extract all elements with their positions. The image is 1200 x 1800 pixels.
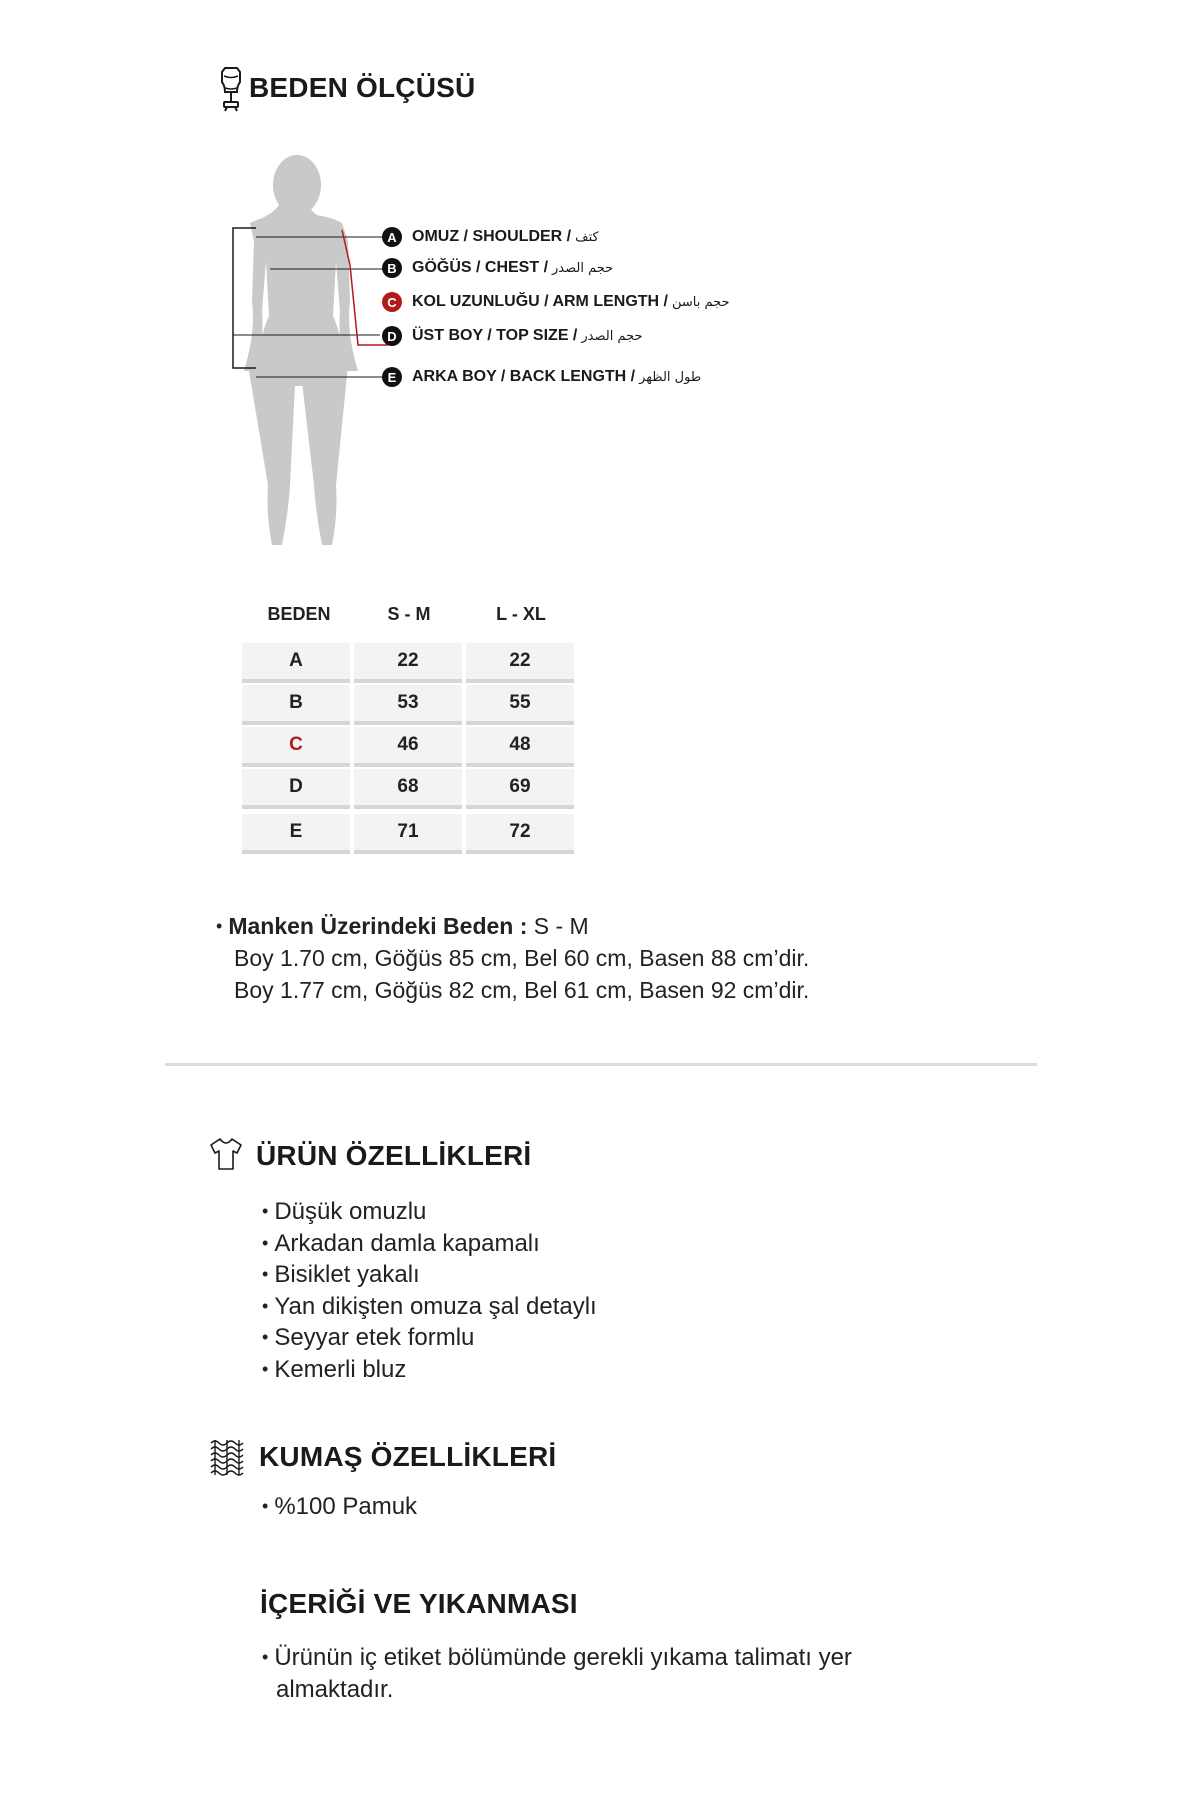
legend-arabic-c: حجم باسن xyxy=(671,294,730,310)
list-item: • Bisiklet yakalı xyxy=(262,1260,597,1292)
table-cell: 71 xyxy=(354,814,462,854)
table-row xyxy=(242,769,574,809)
legend-row-c xyxy=(382,291,730,313)
product-features-title: ÜRÜN ÖZELLİKLERİ xyxy=(256,1140,532,1171)
section-divider xyxy=(165,1063,1037,1066)
table-header-l-xl: L - XL xyxy=(496,604,546,624)
table-cell: 46 xyxy=(354,727,462,767)
table-cell: 55 xyxy=(466,685,574,725)
legend-arabic-b: حجم الصدر xyxy=(552,260,614,276)
table-row-label: E xyxy=(242,814,350,854)
table-row-label: B xyxy=(242,685,350,725)
legend-row-e xyxy=(382,366,701,388)
legend-label-a: OMUZ / SHOULDER / xyxy=(412,228,572,245)
legend-badge-c: C xyxy=(382,292,402,312)
list-item: • Yan dikişten omuza şal detaylı xyxy=(262,1292,597,1324)
model-info-label: Manken Üzerindeki Beden : xyxy=(228,913,528,939)
table-cell: 22 xyxy=(466,643,574,683)
table-row-label: D xyxy=(242,769,350,809)
list-item: • Ürünün iç etiket bölümünde gerekli yıkama talimatı yer xyxy=(262,1643,852,1675)
table-row-label: A xyxy=(242,643,350,683)
care-list xyxy=(262,1643,852,1706)
table-cell: 69 xyxy=(466,769,574,809)
legend-badge-e: E xyxy=(382,367,402,387)
tshirt-icon xyxy=(208,1136,244,1172)
care-title: İÇERİĞİ VE YIKANMASI xyxy=(260,1588,578,1619)
legend-arabic-a: كتف xyxy=(575,229,599,245)
list-item: • %100 Pamuk xyxy=(262,1492,417,1524)
legend-arabic-d: حجم الصدر xyxy=(581,328,643,344)
table-row xyxy=(242,685,574,725)
fabric-features-title: KUMAŞ ÖZELLİKLERİ xyxy=(259,1441,557,1472)
legend-badge-d: D xyxy=(382,326,402,346)
legend-arabic-e: طول الظهر xyxy=(639,369,702,385)
fabric-texture-icon xyxy=(208,1438,246,1476)
list-item: • Arkadan damla kapamalı xyxy=(262,1229,597,1261)
legend-badge-a: A xyxy=(382,227,402,247)
table-cell: 68 xyxy=(354,769,462,809)
table-row xyxy=(242,814,574,854)
list-item: • Düşük omuzlu xyxy=(262,1197,597,1229)
product-features-list xyxy=(262,1197,597,1386)
legend-row-a xyxy=(382,226,599,248)
list-item: • Kemerli bluz xyxy=(262,1355,597,1387)
legend-label-e: ARKA BOY / BACK LENGTH / xyxy=(412,368,636,385)
table-row-label: C xyxy=(242,727,350,767)
table-cell: 48 xyxy=(466,727,574,767)
model-size-value: S - M xyxy=(533,913,589,939)
table-row xyxy=(242,727,574,767)
legend-badge-b: B xyxy=(382,258,402,278)
mannequin-icon xyxy=(216,66,246,112)
table-header-size: BEDEN xyxy=(267,604,331,624)
legend-row-b xyxy=(382,257,613,279)
model-info-line-2: Boy 1.77 cm, Göğüs 82 cm, Bel 61 cm, Basen 92 cm’dir. xyxy=(234,977,810,1003)
legend-row-d xyxy=(382,325,643,347)
measurement-guides xyxy=(230,225,390,380)
list-item-continuation: almaktadır. xyxy=(276,1675,394,1703)
legend-label-b: GÖĞÜS / CHEST / xyxy=(412,259,549,276)
table-row xyxy=(242,643,574,683)
table-cell: 72 xyxy=(466,814,574,854)
fabric-features-list xyxy=(262,1492,417,1524)
model-info-heading: • Manken Üzerindeki Beden : S - M xyxy=(216,913,589,939)
legend-label-c: KOL UZUNLUĞU / ARM LENGTH / xyxy=(412,293,668,310)
table-header-s-m: S - M xyxy=(387,604,431,624)
table-cell: 22 xyxy=(354,643,462,683)
legend-label-d: ÜST BOY / TOP SIZE / xyxy=(412,327,578,344)
list-item: • Seyyar etek formlu xyxy=(262,1323,597,1355)
table-cell: 53 xyxy=(354,685,462,725)
model-info-line-1: Boy 1.70 cm, Göğüs 85 cm, Bel 60 cm, Basen 88 cm’dir. xyxy=(234,945,810,971)
size-chart-title: BEDEN ÖLÇÜSÜ xyxy=(249,72,476,103)
